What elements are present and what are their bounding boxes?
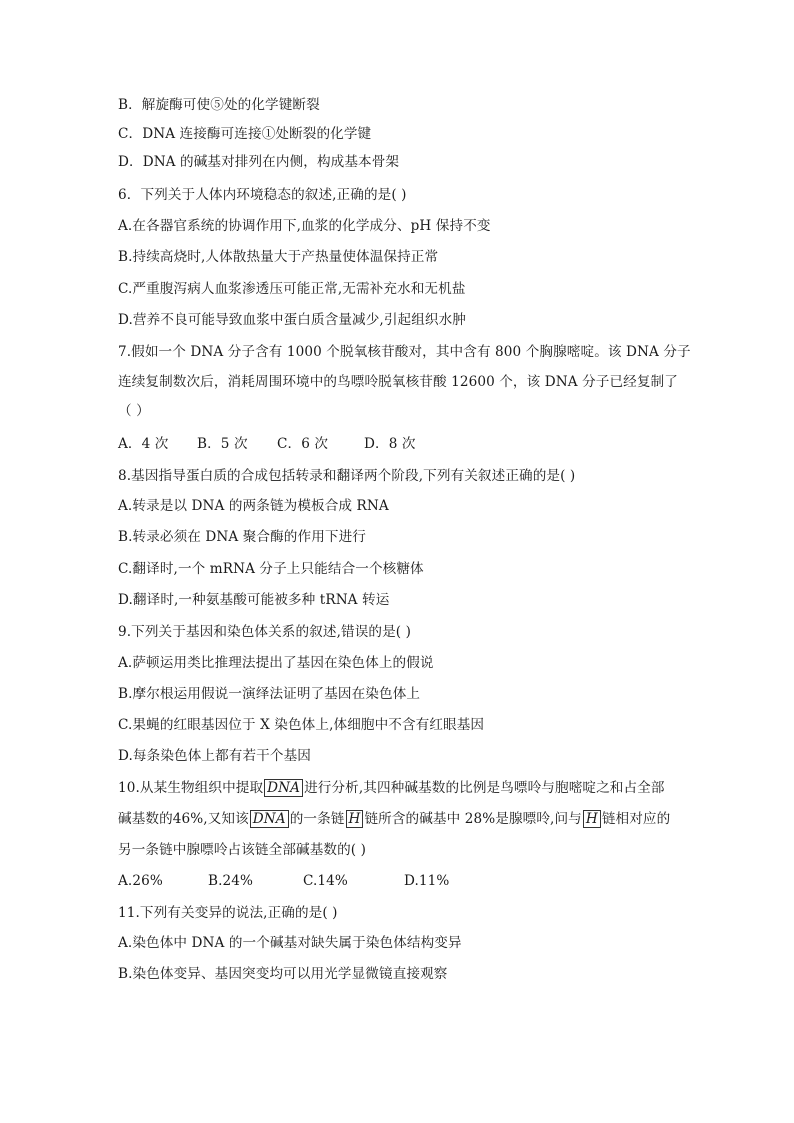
q7-option-d: D．8 次 [364,436,416,452]
q8-option-c: C.翻译时,一个 mRNA 分子上只能结合一个核糖体 [118,561,424,577]
q6-option-c: C.严重腹泻病人血浆渗透压可能正常,无需补充水和无机盐 [118,281,466,297]
q9-option-c: C.果蝇的红眼基因位于 X 染色体上,体细胞中不含有红眼基因 [118,717,485,733]
q10-option-c: C.14% [303,873,348,889]
q8-option-d: D.翻译时,一种氨基酸可能被多种 tRNA 转运 [118,592,390,608]
q6-option-d: D.营养不良可能导致血浆中蛋白质含量减少,引起组织水肿 [118,312,467,328]
q6-stem: 6．下列关于人体内环境稳态的叙述,正确的是( ) [118,187,407,203]
q7-blank: （ ） [118,403,150,419]
q7-option-c: C．6 次 [277,436,329,452]
q9-option-a: A.萨顿运用类比推理法提出了基因在染色体上的假说 [118,655,434,671]
q8-option-a: A.转录是以 DNA 的两条链为模板合成 RNA [118,498,389,514]
q7-option-b: B．5 次 [197,436,248,452]
q9-option-d: D.每条染色体上都有若干个基因 [118,748,311,764]
q5-option-d: D．DNA 的碱基对排列在内侧，构成基本骨架 [118,154,400,170]
q9-option-b: B.摩尔根运用假说一演绎法证明了基因在染色体上 [118,686,421,702]
q10-option-b: B.24% [208,873,254,889]
q5-option-c: C．DNA 连接酶可连接①处断裂的化学键 [118,126,372,142]
q10-text: 链所含的碱基中 28%是腺嘌呤,问与 [364,811,582,827]
q11-option-a: A.染色体中 DNA 的一个碱基对缺失属于染色体结构变异 [118,935,462,951]
q6-option-b: B.持续高烧时,人体散热量大于产热量使体温保持正常 [118,249,439,265]
q10-stem-line2 [118,810,670,828]
q10-text: 的一条链 [289,811,345,827]
q10-option-a: A.26% [118,873,163,889]
q8-option-b: B.转录必须在 DNA 聚合酶的作用下进行 [118,529,366,545]
q10-options [118,872,449,890]
dna-formula-box: DNA [250,810,289,828]
q11-stem: 11.下列有关变异的说法,正确的是( ) [118,905,338,921]
q8-stem: 8.基因指导蛋白质的合成包括转录和翻译两个阶段,下列有关叙述正确的是( ) [118,468,576,484]
h-formula-box: H [583,810,601,828]
q10-stem-line3: 另一条链中腺嘌呤占该链全部碱基数的( ) [118,842,367,858]
q6-option-a: A.在各器官系统的协调作用下,血浆的化学成分、pH 保持不变 [118,218,491,234]
q7-stem-line2: 连续复制数次后，消耗周围环境中的鸟嘌呤脱氧核苷酸 12600 个，该 DNA 分子已经复制了 [118,374,678,390]
q7-options [118,435,416,453]
q5-option-b: B．解旋酶可使⑤处的化学键断裂 [118,97,320,113]
q10-text: 进行分析,其四种碱基数的比例是鸟嘌呤与胞嘧啶之和占全部 [304,780,665,796]
dna-formula-box: DNA [264,779,303,797]
q7-option-a: A．4 次 [118,436,169,452]
q10-stem-line1 [118,779,665,797]
h-formula-box: H [346,810,364,828]
q10-text: 碱基数的46%,又知该 [118,811,249,827]
q9-stem: 9.下列关于基因和染色体关系的叙述,错误的是( ) [118,624,411,640]
q10-option-d: D.11% [404,873,450,889]
q10-text: 链相对应的 [601,811,671,827]
q10-text: 10.从某生物组织中提取 [118,780,264,796]
q11-option-b: B.染色体变异、基因突变均可以用光学显微镜直接观察 [118,966,448,982]
q7-stem-line1: 7.假如一个 DNA 分子含有 1000 个脱氧核苷酸对，其中含有 800 个胸腺嘧啶。该 DNA 分子 [118,344,691,360]
